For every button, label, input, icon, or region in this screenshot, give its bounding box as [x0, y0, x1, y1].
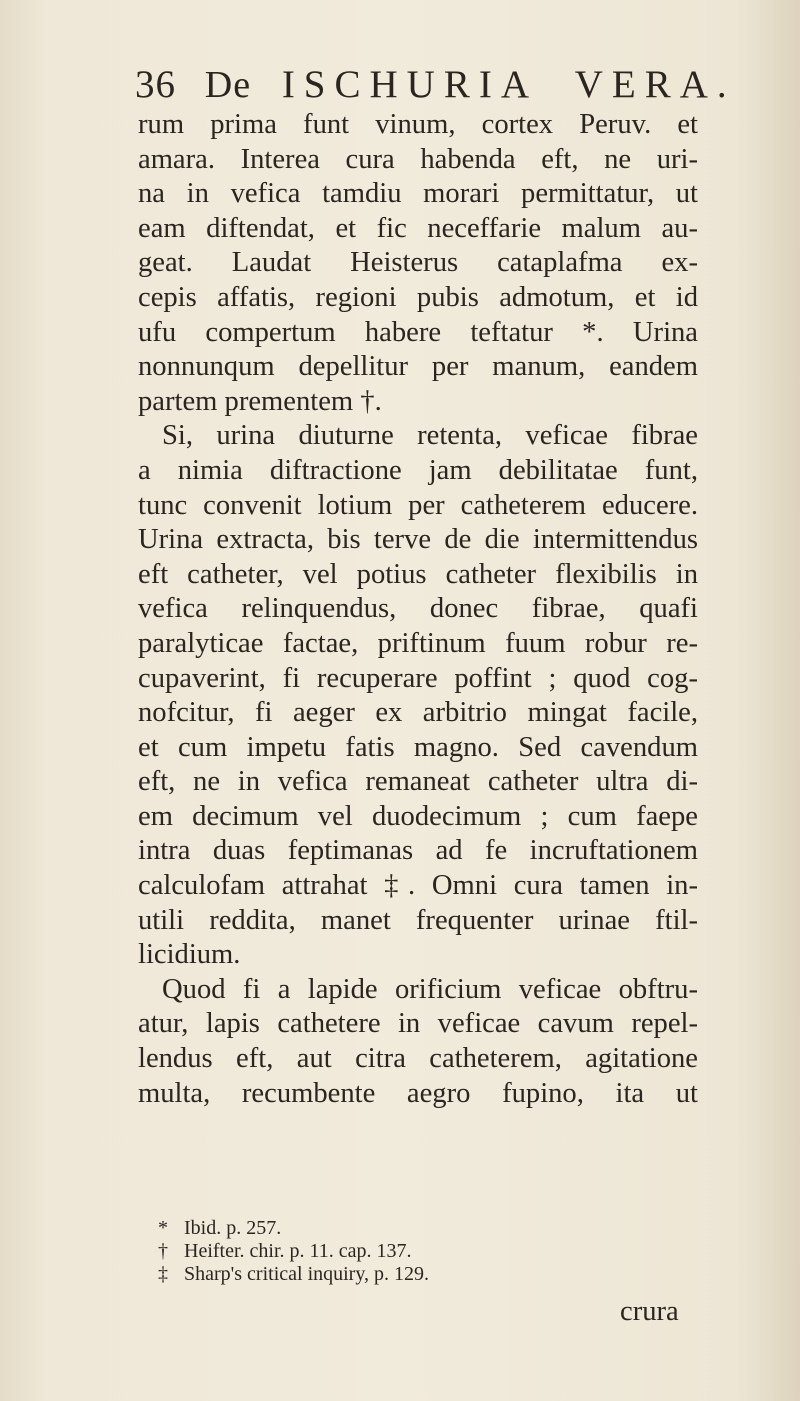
- footnote: [158, 1217, 658, 1240]
- text-line: tunc convenit lotium per catheterem educere.: [138, 489, 698, 521]
- text-line: Quod fi a lapide orificium veficae obftru-: [162, 973, 698, 1005]
- text-line: cepis affatis, regioni pubis admotum, et id: [138, 281, 698, 313]
- body-text: [138, 108, 698, 1111]
- text-line: et cum impetu fatis magno. Sed cavendum: [138, 731, 698, 763]
- text-line: cupaverint, fi recuperare poffint ; quod cog-: [138, 662, 698, 694]
- text-line: intra duas feptimanas ad fe incruftationem: [138, 835, 698, 867]
- footnote-mark: †: [158, 1240, 168, 1262]
- text-line: nofcitur, fi aeger ex arbitrio mingat facile,: [138, 697, 698, 729]
- text-line: partem prementem †.: [138, 385, 382, 417]
- catchword: crura: [620, 1296, 679, 1327]
- text-line: na in vefica tamdiu morari permittatur, ut: [138, 178, 698, 210]
- footnote-text: Sharp's critical inquiry, p. 129.: [184, 1263, 430, 1285]
- text-line: lendus eft, aut citra catheterem, agitatione: [138, 1043, 698, 1075]
- footnote-mark: *: [158, 1217, 168, 1239]
- text-line: nonnunqum depellitur per manum, eandem: [138, 351, 698, 383]
- text-line: Si, urina diuturne retenta, veficae fibrae: [162, 420, 698, 452]
- text-line: multa, recumbente aegro fupino, ita ut: [138, 1077, 698, 1109]
- footnote: [158, 1240, 658, 1263]
- header-title-word-1: ISCHURIA: [281, 63, 538, 106]
- text-line: a nimia diftractione jam debilitatae funt,: [138, 454, 698, 486]
- text-line: vefica relinquendus, donec fibrae, quafi: [138, 593, 698, 625]
- running-header: [135, 62, 736, 107]
- text-line: amara. Interea cura habenda eft, ne uri-: [138, 143, 698, 175]
- text-line: ufu compertum habere teftatur *. Urina: [138, 316, 698, 348]
- text-line: eft, ne in vefica remaneat catheter ultra di-: [138, 766, 698, 798]
- text-line: calculofam attrahat ‡. Omni cura tamen in-: [138, 870, 698, 902]
- text-line: atur, lapis cathetere in veficae cavum repel-: [138, 1008, 698, 1040]
- text-line: utili reddita, manet frequenter urinae ftil-: [138, 904, 698, 936]
- text-line: geat. Laudat Heisterus cataplafma ex-: [138, 247, 698, 279]
- text-line: rum prima funt vinum, cortex Peruv. et: [138, 109, 698, 140]
- text-line: eam diftendat, et fic neceffarie malum au-: [138, 212, 698, 244]
- text-line: licidium.: [138, 939, 241, 971]
- page-number: 36: [135, 63, 176, 106]
- text-line: eft catheter, vel potius catheter flexibilis in: [138, 558, 698, 590]
- text-line: paralyticae factae, priftinum fuum robur re-: [138, 627, 698, 659]
- text-line: em decimum vel duodecimum ; cum faepe: [138, 800, 698, 832]
- text-line: Urina extracta, bis terve de die intermittendus: [138, 524, 698, 556]
- header-title-word-2: VERA.: [574, 63, 736, 106]
- footnote-text: Heifter. chir. p. 11. cap. 137.: [184, 1240, 412, 1262]
- header-de: De: [204, 64, 252, 106]
- footnote-text: Ibid. p. 257.: [184, 1217, 282, 1239]
- footnote-mark: ‡: [158, 1263, 168, 1285]
- footnote: [158, 1263, 658, 1286]
- footnotes: [158, 1217, 658, 1286]
